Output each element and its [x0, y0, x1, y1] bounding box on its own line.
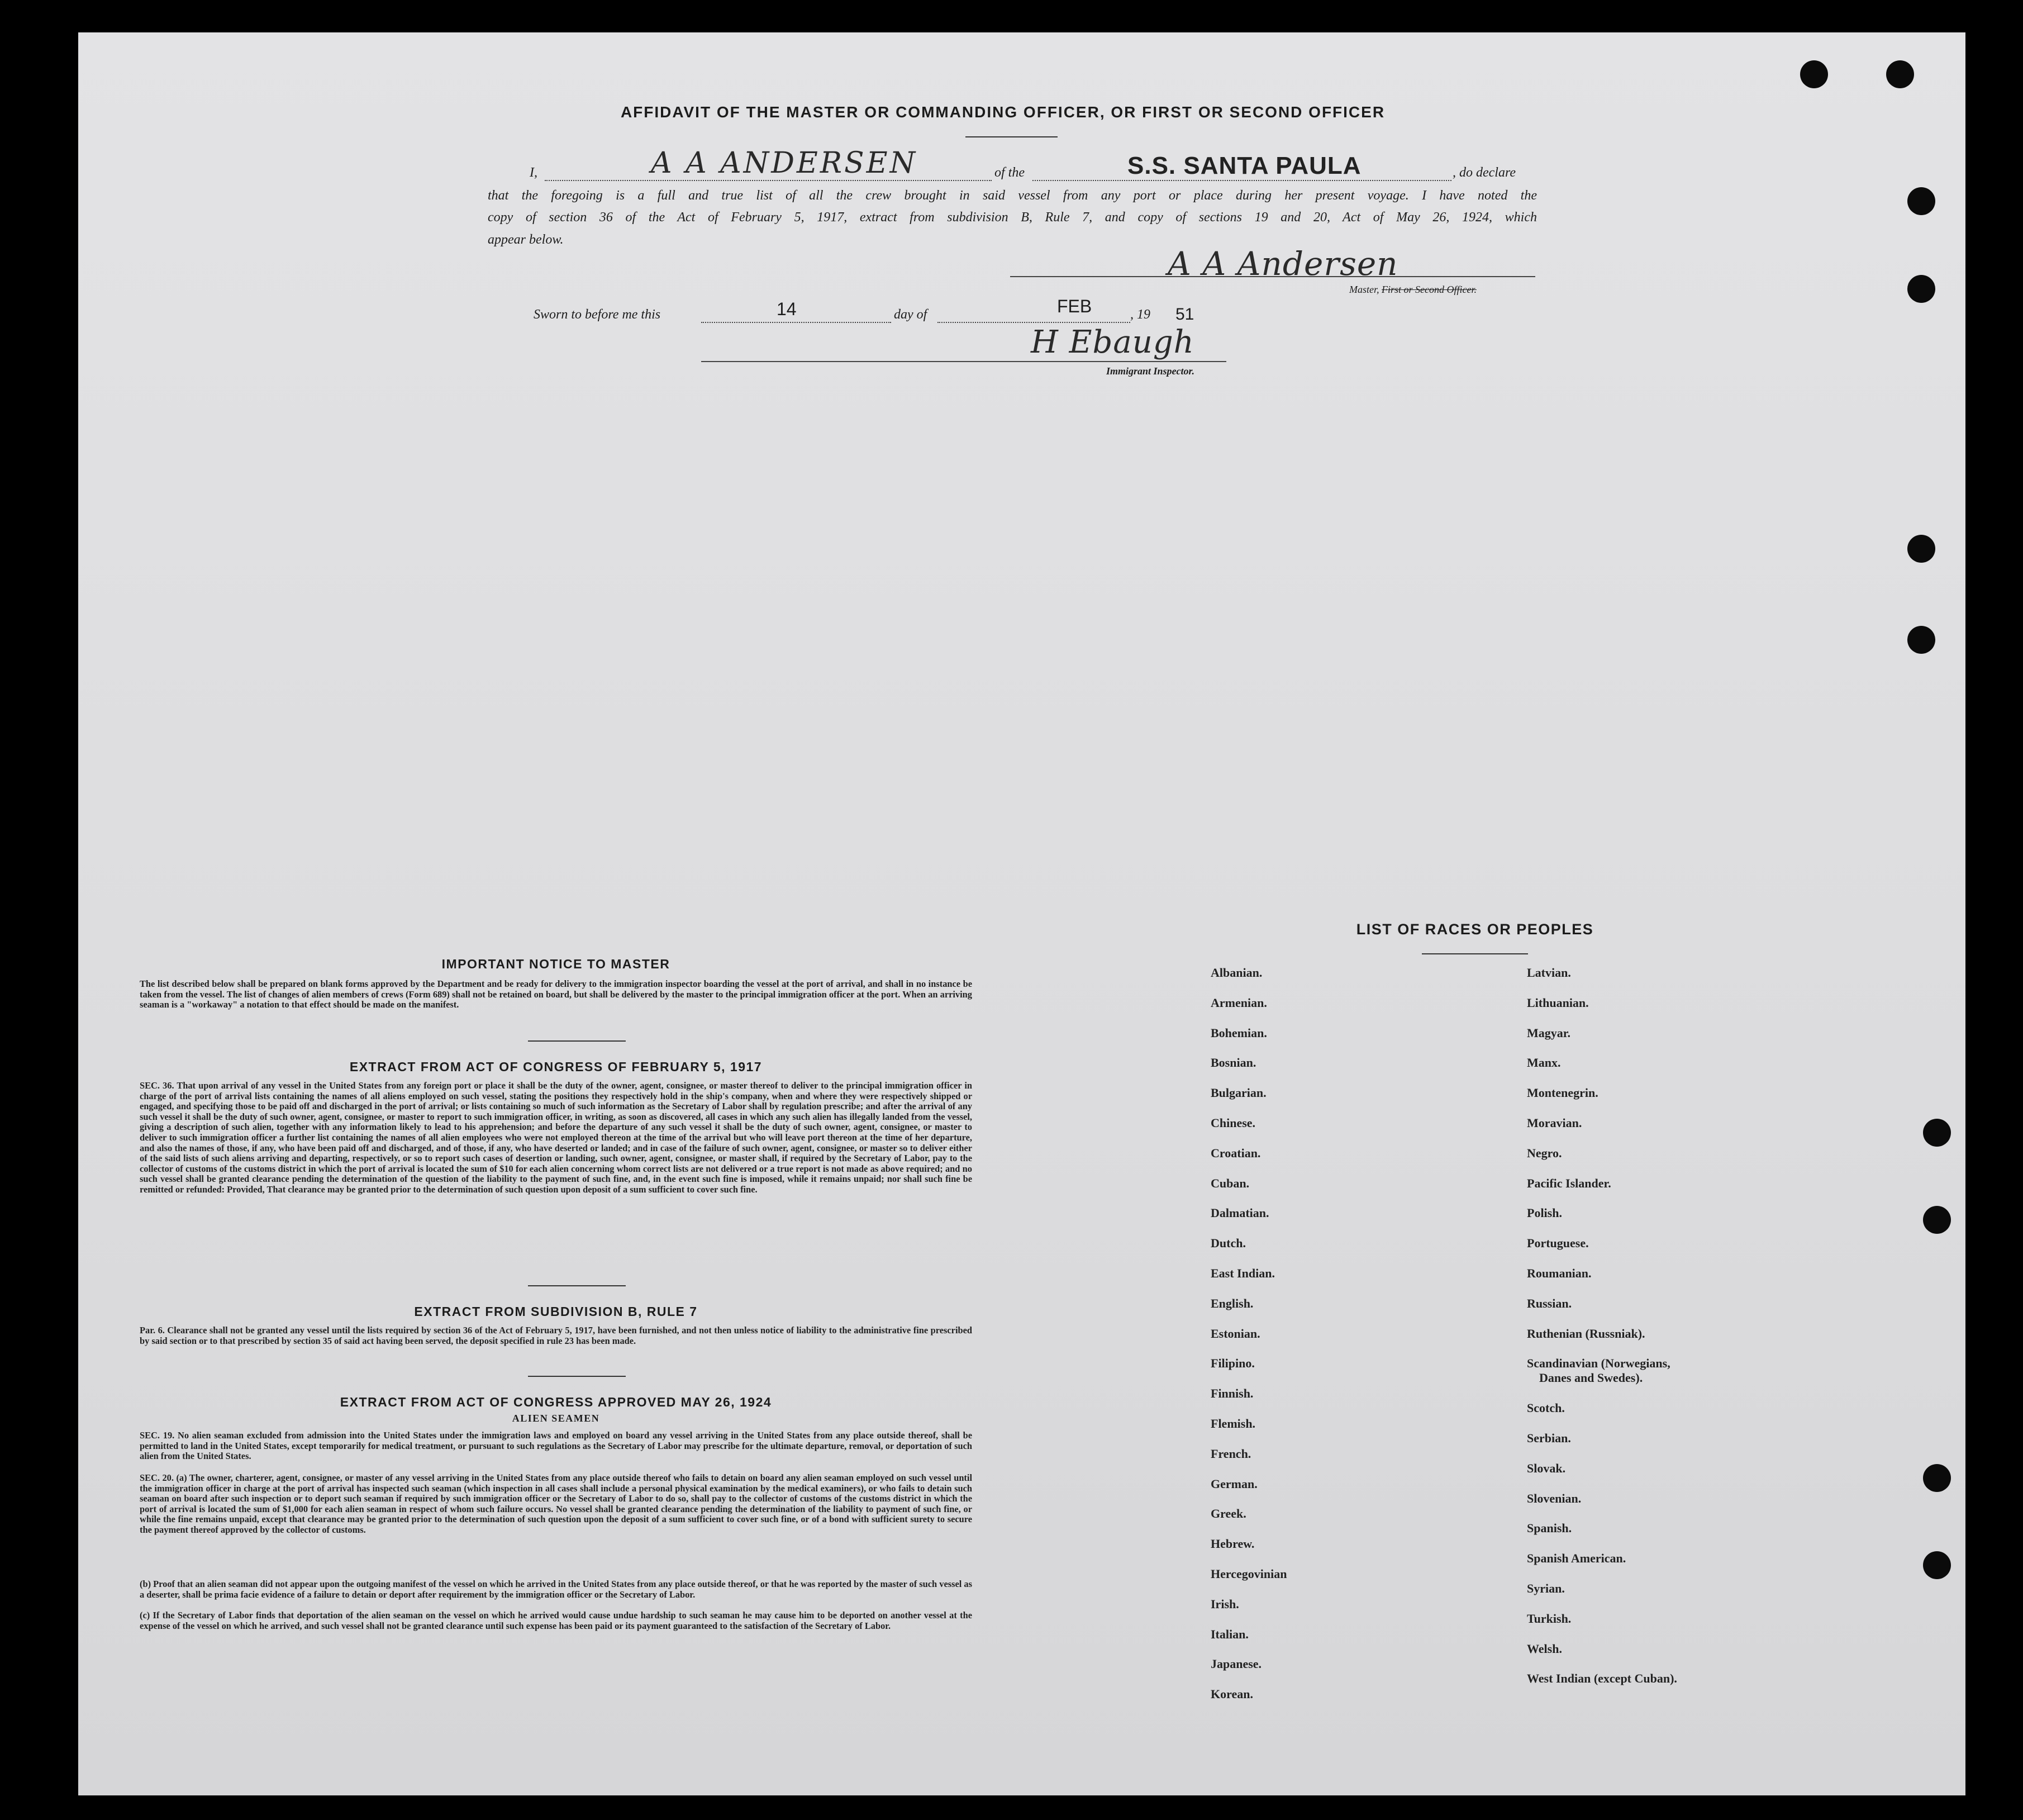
races-right-column — [1527, 966, 1762, 1702]
race-item: Spanish. — [1527, 1521, 1572, 1536]
affidavit-body-line-1: that the foregoing is a full and true list of all the crew brought in said vessel from any port or place during her present voyage. I have noted the — [488, 188, 1537, 203]
sworn-label: Sworn to before me this — [534, 307, 661, 322]
extract-1924-sec19: SEC. 19. No alien seaman excluded from admission into the United States under the immigration laws and employed on board any vessel arriving in the United States from any place outside thereof, shall be permitted to land in the United States, except temporarily for medical treatment, or pursuant to such regulations as the Secretary of Labor may prescribe for the ultimate departure, removal, or deportation of such alien from the United States. — [140, 1430, 972, 1462]
race-item: Moravian. — [1527, 1115, 1582, 1130]
race-item: Roumanian. — [1527, 1266, 1592, 1280]
race-item: Magyar. — [1527, 1025, 1571, 1040]
race-item: Dalmatian. — [1211, 1206, 1269, 1220]
inspector-label: Immigrant Inspector. — [1106, 365, 1195, 377]
races-title: LIST OF RACES OR PEOPLES — [1356, 921, 1594, 938]
race-item: Negro. — [1527, 1146, 1562, 1160]
race-item: Finnish. — [1211, 1386, 1254, 1401]
race-item: Scandinavian (Norwegians, — [1527, 1356, 1670, 1371]
binder-hole — [1800, 60, 1828, 88]
race-item: Syrian. — [1527, 1581, 1565, 1595]
sworn-year: 51 — [1175, 305, 1194, 324]
binder-hole — [1923, 1119, 1951, 1147]
binder-hole — [1907, 535, 1935, 563]
sworn-day-line — [701, 322, 891, 323]
vessel-line — [1032, 180, 1451, 181]
race-item: Hercegovinian — [1211, 1566, 1287, 1581]
binder-hole — [1907, 626, 1935, 654]
extract-1917-divider — [528, 1285, 626, 1286]
extract-rule7-title: EXTRACT FROM SUBDIVISION B, RULE 7 — [414, 1304, 698, 1319]
race-item: Albanian. — [1211, 966, 1263, 980]
race-item: German. — [1211, 1476, 1258, 1491]
race-item: Russian. — [1527, 1296, 1572, 1310]
races-divider — [1422, 953, 1528, 954]
race-item: Italian. — [1211, 1627, 1249, 1641]
affidavit-title: AFFIDAVIT OF THE MASTER OR COMMANDING OFFICER, OR FIRST OR SECOND OFFICER — [620, 103, 1386, 121]
race-item: Dutch. — [1211, 1236, 1246, 1251]
race-item: Polish. — [1527, 1206, 1562, 1220]
race-item: Irish. — [1211, 1596, 1239, 1611]
race-item: Greek. — [1211, 1507, 1246, 1521]
affidavit-intro: I, — [530, 165, 537, 180]
master-signature: A A Andersen — [1168, 245, 1398, 283]
races-left-column — [1211, 966, 1287, 1717]
race-item: Latvian. — [1527, 966, 1571, 980]
of-the-label: of the — [994, 165, 1025, 180]
race-item: French. — [1211, 1446, 1251, 1461]
race-item: Lithuanian. — [1527, 995, 1589, 1010]
master-title-label — [1349, 284, 1477, 296]
binder-hole — [1907, 187, 1935, 215]
extract-1924-sec20b: (b) Proof that an alien seaman did not appear upon the outgoing manifest of the vessel on which he arrived in the United States from any place outside thereof, or that he was reported by the master of such vessel as a deserter, shall be prima facie evidence of a failure to detain or deport after requirement by the immigration officer or the Secretary of Labor. — [140, 1579, 972, 1600]
inspector-signature-line — [701, 361, 1226, 362]
race-item: East Indian. — [1211, 1266, 1275, 1280]
race-item: Ruthenian (Russniak). — [1527, 1326, 1645, 1341]
race-item: Slovenian. — [1527, 1491, 1582, 1505]
notice-title: IMPORTANT NOTICE TO MASTER — [441, 957, 670, 971]
extract-1924-sec20c: (c) If the Secretary of Labor finds that deportation of the alien seaman on the vessel on which he arrived would cause undue hardship to such seaman he may cause him to be deported on another vessel at the expense of the vessel on which he arrived, and such vessel shall not be granted clearance until such expense has been paid or its payment guaranteed to the satisfaction of the Secretary of Labor. — [140, 1610, 972, 1631]
race-item: Welsh. — [1527, 1641, 1562, 1656]
affidavit-body-line-2: copy of section 36 of the Act of February 5, 1917, extract from subdivision B, Rule 7, and copy of sections 19 and 20, Act of May 26, 1924, which — [488, 210, 1537, 225]
extract-1917-title: EXTRACT FROM ACT OF CONGRESS OF FEBRUARY 5, 1917 — [349, 1059, 763, 1074]
binder-hole — [1907, 275, 1935, 303]
race-item: Korean. — [1211, 1687, 1253, 1702]
race-item: Portuguese. — [1527, 1236, 1589, 1251]
race-item: English. — [1211, 1296, 1254, 1310]
race-item: Slovak. — [1527, 1461, 1566, 1475]
binder-hole — [1923, 1551, 1951, 1579]
notice-divider — [528, 1040, 626, 1042]
extract-1924-subtitle: ALIEN SEAMEN — [512, 1413, 600, 1424]
race-item: Manx. — [1527, 1056, 1561, 1070]
binder-hole — [1886, 60, 1914, 88]
race-item: Filipino. — [1211, 1356, 1255, 1371]
day-of-label: day of — [894, 307, 927, 322]
declare-label: , do declare — [1453, 165, 1516, 180]
race-item: Danes and Swedes). — [1539, 1371, 1643, 1385]
master-name-handwritten: A A ANDERSEN — [651, 146, 918, 180]
notice-text: The list described below shall be prepared on blank forms approved by the Department and be ready for delivery to the immigration inspector boarding the vessel at the port of arrival, and shall in no instance be taken from the vessel. The list of changes of alien members of crews (Form 689) shall not be retained on board, but shall be delivered by the master to the principal immigration officer at the port. When an arriving seaman is a "workaway" a notation to that effect should be made on the manifest. — [140, 978, 972, 1010]
race-item: Croatian. — [1211, 1146, 1261, 1160]
race-item: Bohemian. — [1211, 1025, 1267, 1040]
vessel-name: S.S. SANTA PAULA — [1127, 152, 1362, 179]
year-prefix: , 19 — [1130, 307, 1150, 322]
race-item: Montenegrin. — [1527, 1086, 1598, 1100]
race-item: Bulgarian. — [1211, 1086, 1267, 1100]
sworn-month-line — [937, 322, 1130, 323]
master-label-struck: First or Second Officer. — [1382, 284, 1477, 295]
extract-rule7-text: Par. 6. Clearance shall not be granted any vessel until the lists required by section 36 of the Act of February 5, 1917, have been furnished, and not then unless notice of liability to the administrative fine prescribed by said section or to that prescribed by section 35 of said act having been served, the deposit specified in rule 23 has been made. — [140, 1325, 972, 1346]
master-label-prefix: Master, — [1349, 284, 1379, 295]
inspector-signature: H Ebaugh — [1031, 324, 1194, 360]
race-item: Cuban. — [1211, 1176, 1250, 1190]
race-item: Turkish. — [1527, 1611, 1572, 1626]
race-item: Scotch. — [1527, 1401, 1565, 1415]
race-item: Flemish. — [1211, 1416, 1256, 1431]
race-item: Spanish American. — [1527, 1551, 1626, 1566]
title-divider — [965, 136, 1058, 137]
sworn-month: FEB — [1057, 296, 1092, 316]
affidavit-body-line-3: appear below. — [488, 232, 564, 247]
race-item: Chinese. — [1211, 1115, 1256, 1130]
race-item: Serbian. — [1527, 1431, 1571, 1445]
master-name-line — [545, 180, 992, 181]
binder-hole — [1923, 1206, 1951, 1234]
extract-rule7-divider — [528, 1376, 626, 1377]
extract-1917-text: SEC. 36. That upon arrival of any vessel in the United States from any foreign port or place it shall be the duty of the owner, agent, consignee, or master thereof to deliver to the principal immigration officer in charge of the port of arrival lists containing the names of all aliens employed on such vessel, stating the positions they respectively hold in the ship's company, when and where they were respectively shipped or engaged, and specifying those to be paid off and discharged in the port of arrival; or lists containing so much of such information as the Secretary of Labor shall by regulation prescribe; and after the arrival of any such vessel it shall be the duty of such owner, agent, consignee, or master to report to such immigration officer, in writing, as soon as discovered, all cases in which any such alien has illegally landed from the vessel, giving a description of such alien, together with any information likely to lead to his apprehension; and before the departure of any such vessel it shall be the duty of such owner, agent, consignee, or master to deliver to such immigration officer a further list containing the names of all alien employees who were not employed thereon at the time of the arrival but who will leave port thereon at the time of her departure, and also the names of those, if any, who have been paid off and discharged, and of those, if any, who have deserted or landed; and in case of the failure of such owner, agent, consignee, or master so to deliver either of the said lists of such aliens arriving and departing, respectively, or so to report such cases of desertion or landing, such owner, agent, consignee, or master shall, if required by the Secretary of Labor, pay to the collector of customs of the customs district in which the port of arrival is located the sum of $10 for each alien concerning whom correct lists are not delivered or a true report is not made as above required; and no such vessel shall be granted clearance pending the determination of the question of the liability to the payment of such fine, and, in the event such fine is imposed, while it remains unpaid; nor shall such fine be remitted or refunded: Provided, That clearance may be granted prior to the determination of such question upon deposit of a sum sufficient to cover such fine. — [140, 1080, 972, 1195]
race-item: Pacific Islander. — [1527, 1176, 1611, 1190]
extract-1924-sec20a: SEC. 20. (a) The owner, charterer, agent, consignee, or master of any vessel arriving in the United States from any place outside thereof who fails to detain on board any alien seaman employed on such vessel until the immigration officer in charge at the port of arrival has inspected such seaman (which inspection in all cases shall include a personal physical examination by the medical examiners), or who fails to detain such seaman on board after such inspection or to deport such seaman if required by such immigration officer or the Secretary of Labor to do so, shall pay to the collector of customs of the customs district in which the port of arrival is located the sum of $1,000 for each alien seaman in respect of whom such failure occurs. No vessel shall be granted clearance pending the determination of the liability to payment of such fine, or while the fine remains unpaid, except that clearance may be granted prior to the determination of such question upon the deposit of a sum sufficient to cover such fine, or of a bond with sufficient surety to secure the payment thereof approved by the collector of customs. — [140, 1472, 972, 1535]
race-item: West Indian (except Cuban). — [1527, 1671, 1677, 1686]
race-item: Armenian. — [1211, 995, 1267, 1010]
sworn-day: 14 — [777, 299, 797, 319]
binder-hole — [1923, 1464, 1951, 1492]
extract-1924-title: EXTRACT FROM ACT OF CONGRESS APPROVED MAY 26, 1924 — [340, 1395, 772, 1409]
race-item: Bosnian. — [1211, 1056, 1256, 1070]
race-item: Japanese. — [1211, 1657, 1262, 1671]
race-item: Estonian. — [1211, 1326, 1260, 1341]
race-item: Hebrew. — [1211, 1537, 1255, 1551]
